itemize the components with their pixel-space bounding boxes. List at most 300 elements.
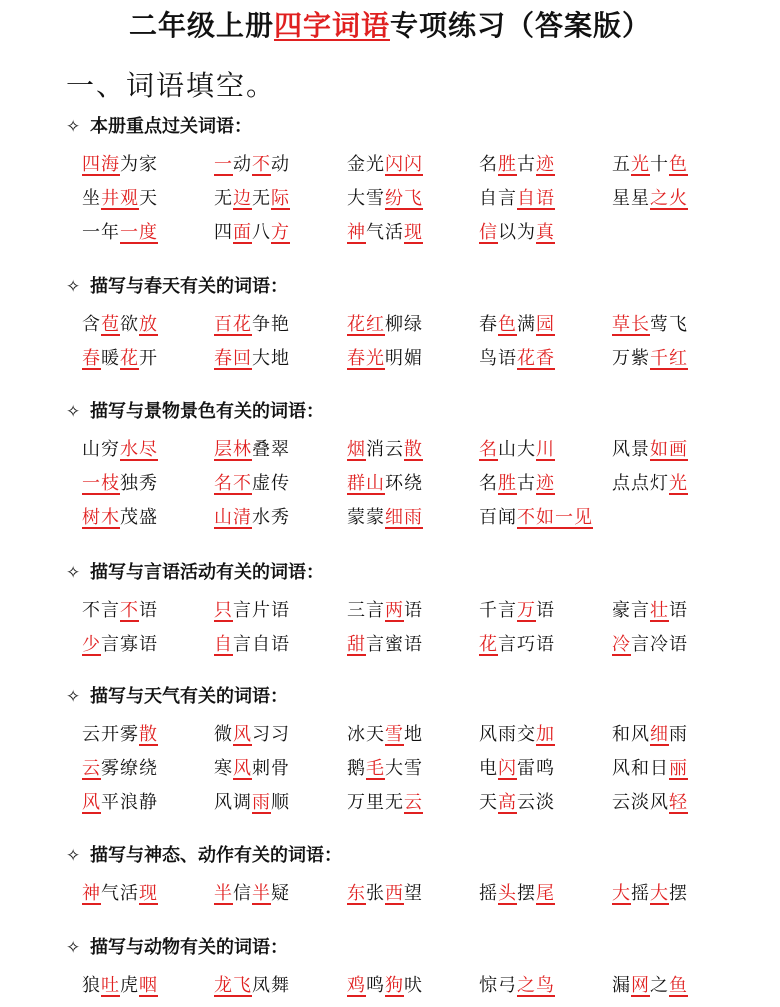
given-text: 天 [139, 188, 158, 209]
given-text: 无 [214, 188, 233, 209]
given-text: 风调 [214, 792, 252, 813]
answer-text: 轻 [669, 792, 688, 813]
given-text: 风雨交 [479, 724, 536, 745]
word-row [0, 969, 780, 1003]
idiom-phrase [347, 786, 423, 820]
given-text: 云淡 [517, 792, 555, 813]
given-text: 万紫 [612, 348, 650, 369]
answer-text: 头 [498, 883, 517, 904]
answer-text: 雪 [385, 724, 404, 745]
section-heading-label: 描写与景物景色有关的词语： [90, 401, 324, 422]
answer-text: 一枝 [82, 473, 120, 494]
answer-text: 春 [82, 348, 101, 369]
idiom-phrase [479, 182, 555, 216]
answer-text: 纷飞 [385, 188, 423, 209]
idiom-phrase [347, 467, 423, 501]
given-text: 和风 [612, 724, 650, 745]
given-text: 地 [404, 724, 423, 745]
idiom-phrase [479, 433, 555, 467]
answer-text: 面 [233, 222, 252, 243]
answer-text: 春回 [214, 348, 252, 369]
idiom-phrase [347, 752, 423, 786]
answer-text: 闪 [498, 758, 517, 779]
given-text: 水秀 [252, 507, 290, 528]
given-text: 气活 [101, 883, 139, 904]
idiom-phrase [612, 877, 688, 911]
answer-text: 现 [139, 883, 158, 904]
section-heading [66, 274, 288, 300]
given-text: 摇 [479, 883, 498, 904]
diamond-star-icon: ✧ [66, 402, 81, 422]
idiom-phrase [82, 308, 158, 342]
answer-text: 咽 [139, 975, 158, 996]
answer-text: 春光 [347, 348, 385, 369]
idiom-phrase [479, 216, 555, 250]
idiom-phrase [82, 433, 158, 467]
answer-text: 如画 [650, 439, 688, 460]
answer-text: 群山 [347, 473, 385, 494]
given-text: 狼 [82, 975, 101, 996]
given-text: 四 [214, 222, 233, 243]
title-highlight: 四字词语 [273, 9, 390, 42]
idiom-phrase [347, 501, 423, 535]
idiom-phrase [347, 342, 423, 376]
answer-text: 自语 [517, 188, 555, 209]
answer-text: 烟 [347, 439, 366, 460]
answer-text: 井 [101, 188, 120, 209]
answer-text: 名不 [214, 473, 252, 494]
idiom-phrase [347, 148, 423, 182]
section-heading-label: 描写与神态、动作有关的词语： [90, 845, 342, 866]
given-text: 大雪 [347, 188, 385, 209]
idiom-phrase [347, 969, 423, 1003]
idiom-phrase [347, 182, 423, 216]
word-row [0, 786, 780, 820]
given-text: 争艳 [252, 314, 290, 335]
idiom-phrase [82, 501, 158, 535]
answer-text: 东 [347, 883, 366, 904]
idiom-phrase [347, 433, 423, 467]
word-row [0, 501, 780, 535]
answer-text: 网 [631, 975, 650, 996]
idiom-phrase [347, 877, 423, 911]
idiom-phrase [214, 433, 290, 467]
given-text: 雷鸣 [517, 758, 555, 779]
given-text: 鸣 [366, 975, 385, 996]
idiom-phrase [347, 308, 423, 342]
answer-text: 之火 [650, 188, 688, 209]
answer-text: 色 [498, 314, 517, 335]
idiom-phrase [82, 342, 158, 376]
given-text: 茂盛 [120, 507, 158, 528]
answer-text: 尾 [536, 883, 555, 904]
given-text: 明媚 [385, 348, 423, 369]
given-text: 古 [517, 154, 536, 175]
idiom-phrase [214, 148, 290, 182]
answer-text: 信 [479, 222, 498, 243]
given-text: 语 [404, 600, 423, 621]
section-heading-label: 描写与天气有关的词语： [90, 686, 288, 707]
given-text: 莺飞 [650, 314, 688, 335]
answer-text: 光 [669, 473, 688, 494]
answer-text: 细 [650, 724, 669, 745]
answer-text: 放 [139, 314, 158, 335]
idiom-phrase [479, 501, 593, 535]
answer-text: 名 [479, 439, 498, 460]
answer-text: 神 [82, 883, 101, 904]
answer-text: 云 [404, 792, 423, 813]
given-text: 点点灯 [612, 473, 669, 494]
idiom-phrase [214, 501, 290, 535]
idiom-phrase [479, 628, 555, 662]
given-text: 柳绿 [385, 314, 423, 335]
given-text: 春 [479, 314, 498, 335]
answer-text: 花 [120, 348, 139, 369]
answer-text: 山清 [214, 507, 252, 528]
given-text: 一年 [82, 222, 120, 243]
idiom-phrase [82, 594, 158, 628]
given-text: 摆 [669, 883, 688, 904]
answer-text: 树木 [82, 507, 120, 528]
answer-text: 川 [536, 439, 555, 460]
given-text: 言片语 [233, 600, 290, 621]
answer-text: 水尽 [120, 439, 158, 460]
given-text: 平浪静 [101, 792, 158, 813]
answer-text: 万 [517, 600, 536, 621]
idiom-phrase [347, 718, 423, 752]
given-text: 言蜜语 [366, 634, 423, 655]
word-row [0, 752, 780, 786]
given-text: 摆 [517, 883, 536, 904]
given-text: 消云 [366, 439, 404, 460]
given-text: 摇 [631, 883, 650, 904]
title-suffix: 专项练习（答案版） [390, 9, 652, 42]
idiom-phrase [479, 148, 555, 182]
given-text: 气活 [366, 222, 404, 243]
idiom-phrase [82, 877, 158, 911]
diamond-star-icon: ✧ [66, 563, 81, 583]
idiom-phrase [612, 628, 688, 662]
given-text: 三言 [347, 600, 385, 621]
given-text: 惊弓 [479, 975, 517, 996]
given-text: 五 [612, 154, 631, 175]
idiom-phrase [479, 718, 555, 752]
idiom-phrase [82, 786, 158, 820]
idiom-phrase [214, 182, 290, 216]
section-heading [66, 843, 342, 869]
given-text: 百闻 [479, 507, 517, 528]
answer-text: 大 [650, 883, 669, 904]
given-text: 疑 [271, 883, 290, 904]
answer-text: 自 [214, 634, 233, 655]
diamond-star-icon: ✧ [66, 277, 81, 297]
given-text: 古 [517, 473, 536, 494]
given-text: 之 [650, 975, 669, 996]
answer-text: 色 [669, 154, 688, 175]
answer-text: 现 [404, 222, 423, 243]
given-text: 名 [479, 473, 498, 494]
answer-text: 神 [347, 222, 366, 243]
idiom-phrase [612, 342, 688, 376]
section-heading-label: 描写与言语活动有关的词语： [90, 562, 324, 583]
answer-text: 狗 [385, 975, 404, 996]
answer-text: 四海 [82, 154, 120, 175]
diamond-star-icon: ✧ [66, 117, 81, 137]
answer-text: 两 [385, 600, 404, 621]
given-text: 动 [271, 154, 290, 175]
answer-text: 光 [631, 154, 650, 175]
given-text: 言巧语 [498, 634, 555, 655]
idiom-phrase [82, 467, 158, 501]
idiom-phrase [612, 308, 688, 342]
given-text: 雾缭绕 [101, 758, 158, 779]
given-text: 吠 [404, 975, 423, 996]
answer-text: 雨 [252, 792, 271, 813]
word-row [0, 216, 780, 250]
given-text: 不言 [82, 600, 120, 621]
word-row [0, 342, 780, 376]
idiom-phrase [479, 342, 555, 376]
idiom-phrase [214, 594, 290, 628]
answer-text: 观 [120, 188, 139, 209]
given-text: 习习 [252, 724, 290, 745]
given-text: 大地 [252, 348, 290, 369]
part-heading: 一、词语填空。 [66, 69, 277, 102]
section-heading [66, 935, 288, 961]
word-row [0, 877, 780, 911]
idiom-phrase [479, 752, 555, 786]
answer-text: 壮 [650, 600, 669, 621]
given-text: 豪言 [612, 600, 650, 621]
given-text: 动 [233, 154, 252, 175]
idiom-phrase [214, 969, 290, 1003]
answer-text: 千红 [650, 348, 688, 369]
given-text: 信 [233, 883, 252, 904]
idiom-phrase [214, 308, 290, 342]
section-heading-label: 描写与春天有关的词语： [90, 276, 288, 297]
answer-text: 百花 [214, 314, 252, 335]
answer-text: 不 [120, 600, 139, 621]
answer-text: 不如一见 [517, 507, 593, 528]
given-text: 暖 [101, 348, 120, 369]
given-text: 凤舞 [252, 975, 290, 996]
answer-text: 花香 [517, 348, 555, 369]
idiom-phrase [479, 786, 555, 820]
given-text: 含 [82, 314, 101, 335]
given-text: 鸟语 [479, 348, 517, 369]
idiom-phrase [214, 342, 290, 376]
given-text: 云淡风 [612, 792, 669, 813]
idiom-phrase [612, 594, 688, 628]
given-text: 为家 [120, 154, 158, 175]
answer-text: 风 [233, 724, 252, 745]
answer-text: 鸡 [347, 975, 366, 996]
given-text: 虎 [120, 975, 139, 996]
given-text: 言寡语 [101, 634, 158, 655]
given-text: 语 [139, 600, 158, 621]
given-text: 名 [479, 154, 498, 175]
idiom-phrase [347, 628, 423, 662]
answer-text: 散 [139, 724, 158, 745]
given-text: 欲 [120, 314, 139, 335]
title-prefix: 二年级上册 [128, 9, 274, 42]
section-heading [66, 684, 288, 710]
answer-text: 际 [271, 188, 290, 209]
answer-text: 甜 [347, 634, 366, 655]
given-text: 蒙蒙 [347, 507, 385, 528]
answer-text: 方 [271, 222, 290, 243]
word-row [0, 433, 780, 467]
answer-text: 半 [214, 883, 233, 904]
answer-text: 散 [404, 439, 423, 460]
answer-text: 之鸟 [517, 975, 555, 996]
idiom-phrase [82, 216, 158, 250]
given-text: 天 [479, 792, 498, 813]
page-title [0, 6, 780, 46]
given-text: 满 [517, 314, 536, 335]
idiom-phrase [214, 216, 290, 250]
word-row [0, 718, 780, 752]
idiom-phrase [214, 467, 290, 501]
answer-text: 吐 [101, 975, 120, 996]
answer-text: 闪闪 [385, 154, 423, 175]
answer-text: 花 [479, 634, 498, 655]
given-text: 风和日 [612, 758, 669, 779]
answer-text: 苞 [101, 314, 120, 335]
idiom-phrase [214, 628, 290, 662]
answer-text: 西 [385, 883, 404, 904]
idiom-phrase [612, 182, 688, 216]
given-text: 云开雾 [82, 724, 139, 745]
given-text: 微 [214, 724, 233, 745]
idiom-phrase [612, 467, 688, 501]
answer-text: 边 [233, 188, 252, 209]
given-text: 言冷语 [631, 634, 688, 655]
answer-text: 加 [536, 724, 555, 745]
answer-text: 真 [536, 222, 555, 243]
given-text: 八 [252, 222, 271, 243]
given-text: 顺 [271, 792, 290, 813]
answer-text: 毛 [366, 758, 385, 779]
given-text: 环绕 [385, 473, 423, 494]
diamond-star-icon: ✧ [66, 846, 81, 866]
section-heading-label: 本册重点过关词语： [90, 116, 252, 137]
idiom-phrase [214, 718, 290, 752]
answer-text: 龙飞 [214, 975, 252, 996]
idiom-phrase [82, 969, 158, 1003]
word-row [0, 148, 780, 182]
given-text: 山大 [498, 439, 536, 460]
answer-text: 层林 [214, 439, 252, 460]
given-text: 望 [404, 883, 423, 904]
idiom-phrase [479, 594, 555, 628]
answer-text: 鱼 [669, 975, 688, 996]
section-heading [66, 560, 324, 586]
given-text: 冰天 [347, 724, 385, 745]
given-text: 言自语 [233, 634, 290, 655]
answer-text: 一 [214, 154, 233, 175]
given-text: 独秀 [120, 473, 158, 494]
answer-text: 风 [233, 758, 252, 779]
given-text: 鹅 [347, 758, 366, 779]
given-text: 金光 [347, 154, 385, 175]
given-text: 虚传 [252, 473, 290, 494]
word-row [0, 182, 780, 216]
idiom-phrase [347, 216, 423, 250]
given-text: 无 [252, 188, 271, 209]
answer-text: 胜 [498, 473, 517, 494]
given-text: 雨 [669, 724, 688, 745]
given-text: 大雪 [385, 758, 423, 779]
idiom-phrase [612, 718, 688, 752]
answer-text: 少 [82, 634, 101, 655]
idiom-phrase [347, 594, 423, 628]
given-text: 漏 [612, 975, 631, 996]
given-text: 千言 [479, 600, 517, 621]
given-text: 开 [139, 348, 158, 369]
word-row [0, 628, 780, 662]
word-row [0, 594, 780, 628]
given-text: 刺骨 [252, 758, 290, 779]
given-text: 语 [536, 600, 555, 621]
given-text: 寒 [214, 758, 233, 779]
answer-text: 迹 [536, 154, 555, 175]
idiom-phrase [82, 718, 158, 752]
idiom-phrase [82, 148, 158, 182]
idiom-phrase [214, 877, 290, 911]
diamond-star-icon: ✧ [66, 687, 81, 707]
idiom-phrase [612, 969, 688, 1003]
given-text: 星星 [612, 188, 650, 209]
given-text: 以为 [498, 222, 536, 243]
answer-text: 胜 [498, 154, 517, 175]
idiom-phrase [612, 148, 688, 182]
section-heading [66, 399, 324, 425]
given-text: 万里无 [347, 792, 404, 813]
idiom-phrase [612, 752, 688, 786]
given-text: 叠翠 [252, 439, 290, 460]
section-heading [66, 114, 252, 140]
answer-text: 丽 [669, 758, 688, 779]
idiom-phrase [214, 752, 290, 786]
answer-text: 迹 [536, 473, 555, 494]
answer-text: 一度 [120, 222, 158, 243]
answer-text: 云 [82, 758, 101, 779]
given-text: 张 [366, 883, 385, 904]
given-text: 语 [669, 600, 688, 621]
given-text: 山穷 [82, 439, 120, 460]
answer-text: 草长 [612, 314, 650, 335]
idiom-phrase [214, 786, 290, 820]
answer-text: 半 [252, 883, 271, 904]
answer-text: 花红 [347, 314, 385, 335]
given-text: 电 [479, 758, 498, 779]
idiom-phrase [479, 467, 555, 501]
given-text: 坐 [82, 188, 101, 209]
answer-text: 只 [214, 600, 233, 621]
idiom-phrase [479, 308, 555, 342]
idiom-phrase [612, 786, 688, 820]
word-row [0, 308, 780, 342]
given-text: 自言 [479, 188, 517, 209]
idiom-phrase [82, 182, 158, 216]
answer-text: 不 [252, 154, 271, 175]
answer-text: 细雨 [385, 507, 423, 528]
given-text: 十 [650, 154, 669, 175]
idiom-phrase [479, 969, 555, 1003]
section-heading-label: 描写与动物有关的词语： [90, 937, 288, 958]
answer-text: 高 [498, 792, 517, 813]
